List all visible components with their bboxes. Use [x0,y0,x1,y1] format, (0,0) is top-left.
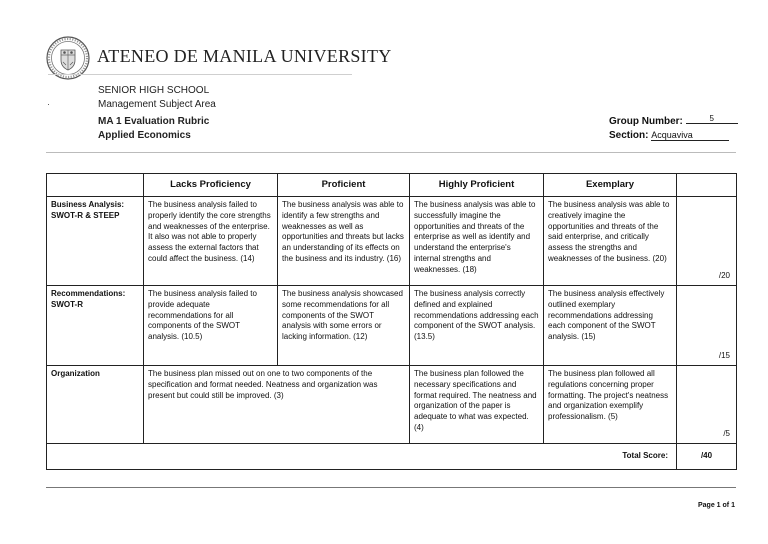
score-cell: /20 [677,197,737,286]
group-number-value: 5 [686,114,738,124]
table-row [47,197,737,286]
section-divider [46,152,736,153]
table-row [47,366,737,444]
descriptor-cell: The business analysis showcased some recommendations for all components of the SWOT analysis with some errors or lacking information. (12) [278,286,410,366]
descriptor-cell: The business analysis was able to creatively imagine the opportunities and threats of the said enterprise, and critically assess the strengths and weaknesses of the business. (20) [544,197,677,286]
descriptor-cell: The business plan followed the necessary specifications and format required. The neatness and organization of the paper is adequate to what was expected. (4) [410,366,544,444]
course-name: Applied Economics [98,130,191,141]
bullet-mark: · [47,99,50,109]
section [609,130,729,141]
column-header: Proficient [278,174,410,197]
group-number-label: Group Number: [609,116,683,127]
page-number: Page 1 of 1 [698,502,735,509]
descriptor-cell-merged: The business plan missed out on one to two components of the specification and format needed. Neatness and organization was present but could still be improved. (3) [144,366,410,444]
descriptor-cell: The business analysis was able to successfully imagine the opportunities and threats of the enterprise as well as identify and understand the enterprise's internal strengths and weaknesses. (18) [410,197,544,286]
school-name: SENIOR HIGH SCHOOL [98,85,210,96]
rubric-table [46,173,737,470]
descriptor-cell: The business plan followed all regulations concerning proper formatting. The project's neatness and organization exemplify professionalism. (5) [544,366,677,444]
footer-divider [46,487,736,488]
rubric-title: MA 1 Evaluation Rubric [98,116,210,127]
column-header: Lacks Proficiency [144,174,278,197]
criterion-label: Organization [47,366,144,444]
header-score-cell [677,174,737,197]
descriptor-cell: The business analysis correctly defined and explained recommendations addressing each component of the SWOT analysis. (13.5) [410,286,544,366]
group-number [609,116,738,127]
column-header: Highly Proficient [410,174,544,197]
university-name: ATENEO DE MANILA UNIVERSITY [97,46,392,66]
descriptor-cell: The business analysis failed to provide adequate recommendations for all components of the SWOT analysis. (10.5) [144,286,278,366]
header-divider [48,74,352,75]
score-cell: /5 [677,366,737,444]
total-row [47,444,737,470]
descriptor-cell: The business analysis effectively outlined exemplary recommendations addressing each component of the SWOT analysis. (15) [544,286,677,366]
descriptor-cell: The business analysis was able to identify a few strengths and weaknesses as well as opportunities and threats but lacks an understanding of its effects on the business and its industry. (16) [278,197,410,286]
total-score-label: Total Score: [47,444,677,470]
table-header-row [47,174,737,197]
header-blank-cell [47,174,144,197]
section-label: Section: [609,130,649,141]
total-score-value: /40 [677,444,737,470]
table-row [47,286,737,366]
subject-area: Management Subject Area [98,99,216,110]
score-cell: /15 [677,286,737,366]
criterion-label: Recommendations: SWOT-R [47,286,144,366]
section-value: Acquaviva [651,130,729,141]
criterion-label: Business Analysis: SWOT-R & STEEP [47,197,144,286]
column-header: Exemplary [544,174,677,197]
descriptor-cell: The business analysis failed to properly identify the core strengths and weaknesses of the enterprise. It also was not able to properly assess the external factors that could affect the business. (14) [144,197,278,286]
